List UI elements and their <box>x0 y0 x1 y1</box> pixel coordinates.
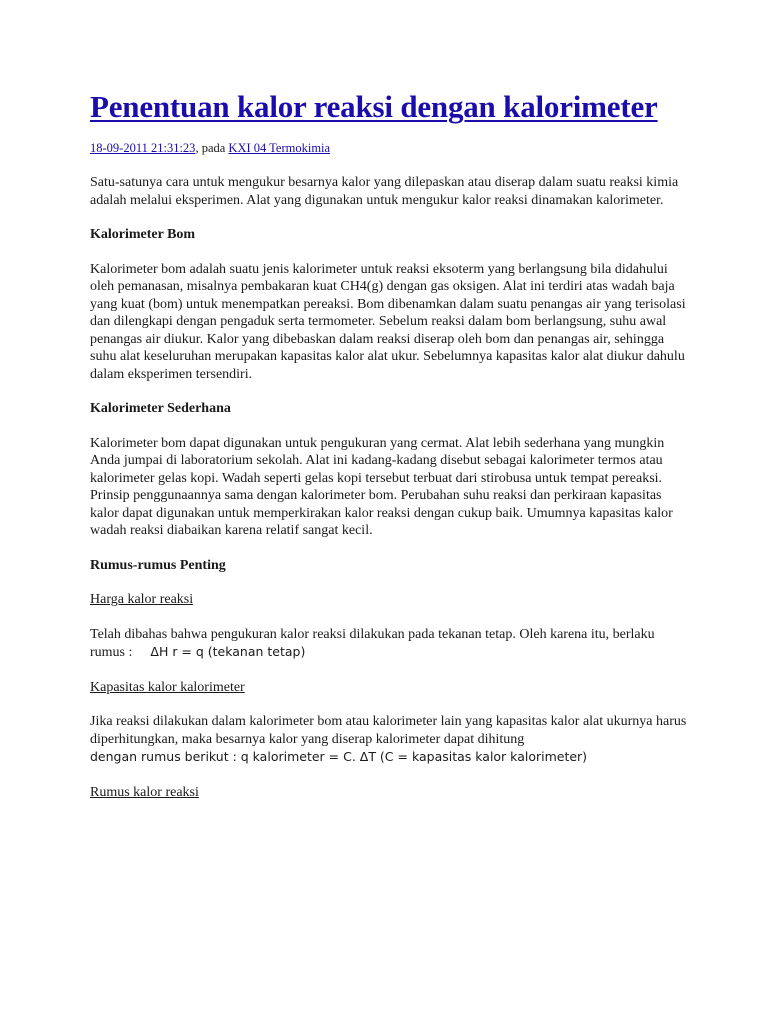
paragraph-harga-kalor <box>90 626 690 662</box>
document-page <box>90 88 690 801</box>
intro-paragraph: Satu-satunya cara untuk mengukur besarnya kalor yang dilepaskan atau diserap dalam suatu reaksi kimia adalah melalui eksperimen. Alat yang digunakan untuk mengukur kalor reaksi dinamakan kalorimeter. <box>90 175 679 208</box>
formula-q-kalorimeter: dengan rumus berikut : q kalorimeter = C. ΔT (C = kapasitas kalor kalorimeter) <box>90 749 588 764</box>
page-title[interactable]: Penentuan kalor reaksi dengan kalorimeter <box>90 89 658 124</box>
subheading-kapasitas-kalor: Kapasitas kalor kalorimeter <box>90 679 245 695</box>
category-link[interactable]: KXI 04 Termokimia <box>228 141 331 155</box>
paragraph-kalorimeter-sederhana: Kalorimeter bom dapat digunakan untuk pengukuran yang cermat. Alat lebih sederhana yang mungkin Anda jumpai di laboratorium sekolah. Alat ini kadang-kadang disebut sebagai kalorimeter termos atau kalorimeter gelas kopi. Wadah seperti gelas kopi tersebut terbuat dari stirobusa untuk tempat pereaksi. Prinsip penggunaannya sama dengan kalorimeter bom. Perubahan suhu reaksi dan perkiraan kapasitas kalor dapat digunakan untuk memperkirakan kalor reaksi dengan cukup baik. Umumnya kapasitas kalor wadah reaksi diabaikan karena relatif sangat kecil. <box>90 435 673 538</box>
post-meta <box>90 140 690 156</box>
formula-delta-h: ΔH r = q (tekanan tetap) <box>150 644 306 659</box>
meta-separator: , pada <box>195 141 229 155</box>
subheading-harga-kalor: Harga kalor reaksi <box>90 592 194 607</box>
post-date-link[interactable]: 18-09-2011 21:31:23 <box>90 141 196 155</box>
heading-rumus-penting: Rumus-rumus Penting <box>90 557 226 573</box>
heading-kalorimeter-bom: Kalorimeter Bom <box>90 227 196 242</box>
kapasitas-kalor-text: Jika reaksi dilakukan dalam kalorimeter bom atau kalorimeter lain yang kapasitas kalor alat ukurnya harus diperhitungkan, maka besarnya kalor yang diserap kalorimeter dapat dihitung <box>90 714 687 747</box>
heading-kalorimeter-sederhana: Kalorimeter Sederhana <box>90 401 231 416</box>
harga-kalor-text: Telah dibahas bahwa pengukuran kalor reaksi dilakukan pada tekanan tetap. Oleh karena itu, berlaku rumus : <box>90 626 655 660</box>
paragraph-kapasitas-kalor <box>90 713 690 767</box>
subheading-rumus-kalor: Rumus kalor reaksi <box>90 784 199 800</box>
paragraph-kalorimeter-bom: Kalorimeter bom adalah suatu jenis kalorimeter untuk reaksi eksoterm yang berlangsung bila didahului oleh pemanasan, misalnya pembakaran kuat CH4(g) dengan gas oksigen. Alat ini terdiri atas wadah baja yang kuat (bom) untuk menempatkan pereaksi. Bom dibenamkan dalam suatu penangas air yang terisolasi dan dilengkapi dengan pengaduk serta termometer. Sebelum reaksi dalam bom berlangsung, suhu awal penangas air diukur. Kalor yang dibebaskan dalam reaksi diserap oleh bom dan penangas air, sehingga suhu alat keseluruhan merupakan kapasitas kalor alat ukur. Sebelumnya kapasitas kalor alat diukur dahulu dalam eksperimen tersendiri. <box>90 261 686 382</box>
